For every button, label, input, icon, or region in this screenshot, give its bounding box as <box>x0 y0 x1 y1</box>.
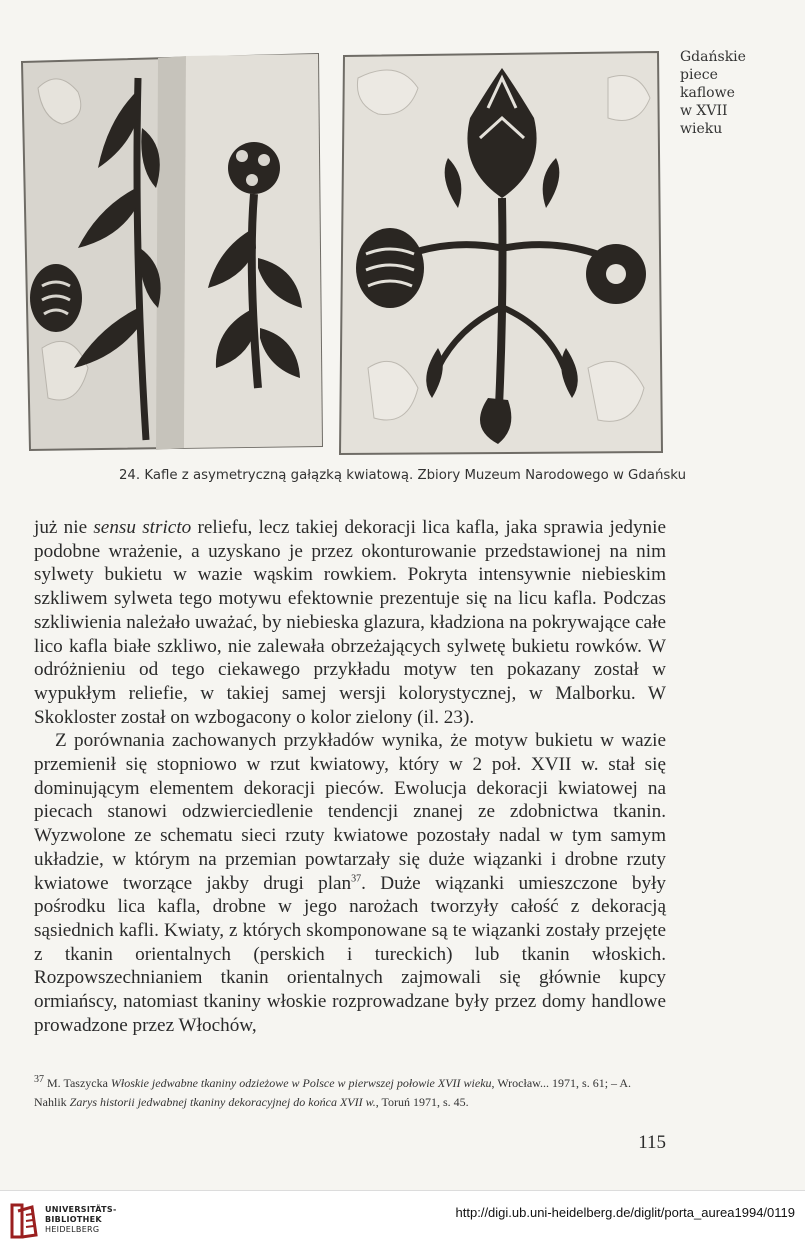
paragraph <box>34 516 666 729</box>
paragraph-text: Z porównania zachowanych przykładów wynika, że motyw bukietu w wazie przemienił się stopniowo w rzut kwiatowy, który w 2 poł. XVII w. stał się dominującym elementem dekoracji pieców. Ewolucja dekoracji kwiatowej na piecach stanowi odzwierciedlenie tendencji znanej ze zdobnictwa tkanin. Wyzwolone ze schematu sieci rzuty kwiatowe pozostały nadal w tym samym układzie, w którym na przemian powtarzały się duże wiązanki i drobne rzuty kwiatowe tworzące jakby drugi plan <box>34 730 666 894</box>
footnote-number: 37 <box>34 1074 44 1085</box>
permalink-url[interactable]: http://digi.ub.uni-heidelberg.de/diglit/porta_aurea1994/0119 <box>455 1205 795 1220</box>
left-tile <box>22 54 322 450</box>
footnote <box>34 1074 666 1112</box>
body-text <box>34 516 666 1037</box>
library-name <box>45 1205 117 1235</box>
margin-note-line: Gdańskie <box>680 49 746 65</box>
right-tile <box>340 52 662 454</box>
tiles-photograph <box>18 48 668 458</box>
paragraph-text: reliefu, lecz takiej dekoracji lica kafla, jaka sprawia jedynie podobne wrażenie, a uzyskano je przez okonturowanie przedstawionej na nim sylwety bukietu w wazie wąskim rowkiem. Pokryta intensywnie niebieskim szkliwem sylweta tego motywu efektownie prezentuje się na licu kafla. Podczas szkliwienia należało uważać, by niebieska glazura, kładziona na pokrywające całe lico kafla białe szkliwo, nie zalewała obrzeżających sylwetę bukietu rowków. W odróżnieniu od tego ciekawego przykładu motyw ten pokazany został w wypukłym reliefie, w takiej samej wersji kolorystycznej, w Malborku. W Skokloster został on wzbogacony o kolor zielony (il. 23). <box>34 517 666 728</box>
margin-note <box>680 48 790 138</box>
paragraph-lead: już nie <box>34 517 94 538</box>
margin-note-line: wieku <box>680 121 723 137</box>
footnote-reference[interactable]: 37 <box>351 873 362 885</box>
paragraph-text: . Duże wiązanki umieszczone były pośrodku lica kafla, drobne w jego narożach tworzyły całość z dekoracją sąsiednich kafli. Kwiaty, z których skomponowane są te wiązanki zostały przejęte z tkanin orientalnych (perskich i tureckich) lub tkanin włoskich. Rozpowszechnianiem tkanin orientalnych zajmowali się głównie kupcy ormiańscy, natomiast tkaniny włoskie rozprowadzane były przez domy handlowe prowadzone przez Włochów, <box>34 872 667 1036</box>
library-name-line: BIBLIOTHEK <box>45 1215 102 1224</box>
footnote-text: , Toruń 1971, s. 45. <box>375 1095 469 1109</box>
library-name-line: UNIVERSITÄTS- <box>45 1205 117 1214</box>
footnote-title: Włoskie jedwabne tkaniny odzieżowe w Polsce w pierwszej połowie XVII wieku <box>110 1076 492 1090</box>
paragraph <box>34 729 666 1037</box>
page-number: 115 <box>638 1132 666 1153</box>
italic-term: sensu stricto <box>93 517 192 538</box>
footnote-author: M. Taszycka <box>44 1076 111 1090</box>
university-library-logo-icon[interactable] <box>8 1201 40 1241</box>
footnote-title: Zarys historii jedwabnej tkaniny dekoracyjnej do końca XVII w. <box>69 1095 376 1109</box>
margin-note-line: kaflowe <box>680 85 735 101</box>
viewer-footer <box>0 1190 805 1251</box>
margin-note-line: piece <box>680 67 718 83</box>
figure-tiles-photo <box>18 48 668 458</box>
margin-note-line: w XVII <box>680 103 728 119</box>
footnote-text: , Wrocław... 1971, s. 61; – A. Nahlik <box>34 1076 632 1109</box>
figure-caption: 24. Kafle z asymetryczną gałązką kwiatową. Zbiory Muzeum Narodowego w Gdańsku <box>118 468 687 483</box>
library-name-line: HEIDELBERG <box>45 1225 100 1234</box>
